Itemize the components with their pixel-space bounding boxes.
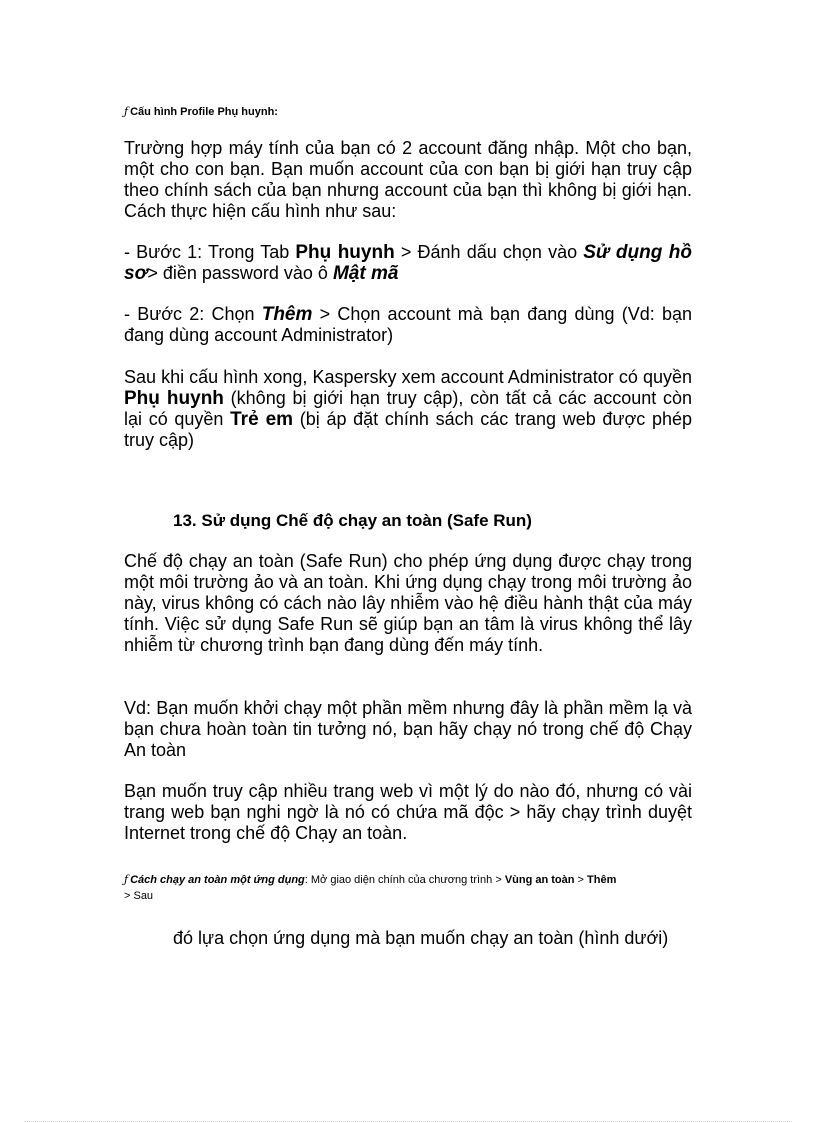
profile-section-title: ƒ Cấu hình Profile Phụ huynh: bbox=[124, 105, 278, 118]
safe-run-paragraph-3: Bạn muốn truy cập nhiều trang web vì một lý do nào đó, nhưng có vài trang web bạn nghi ngờ là nó có chứa mã độc > hãy chạy trình duyệt Internet trong chế độ Chạy an toàn. bbox=[124, 781, 692, 843]
safe-run-howto: ƒ Cách chạy an toàn một ứng dụng: Mở giao diện chính của chương trình > Vùng an toàn > Thêm > Sau bbox=[124, 873, 617, 902]
safe-run-tail-paragraph: đó lựa chọn ứng dụng mà bạn muốn chạy an toàn (hình dưới) bbox=[173, 928, 669, 948]
profile-intro-paragraph: Trường hợp máy tính của bạn có 2 account đăng nhập. Một cho bạn, một cho con bạn. Bạn muốn account của con bạn bị giới hạn truy cập theo chính sách của bạn nhưng account của bạn thì không bị giới hạn. Cách thực hiện cấu hình như sau: bbox=[124, 138, 692, 221]
bullet-symbol: ƒ bbox=[124, 105, 129, 118]
safe-run-paragraph-1: Chế độ chạy an toàn (Safe Run) cho phép ứng dụng được chạy trong một môi trường ảo và an toàn. Khi ứng dụng chạy trong môi trường ảo này, virus không có cách nào lây nhiễm vào hệ điều hành thật của máy tính. Việc sử dụng Safe Run sẽ giúp bạn an tâm là virus không thể lây nhiễm từ chương trình bạn đang dùng đến máy tính. bbox=[124, 551, 692, 655]
page-bottom-border bbox=[24, 1121, 792, 1122]
step-1-paragraph: - Bước 1: Trong Tab Phụ huynh > Đánh dấu chọn vào Sử dụng hồ sơ> điền password vào ô Mật mã bbox=[124, 242, 692, 284]
step-2-paragraph: - Bước 2: Chọn Thêm > Chọn account mà bạn đang dùng (Vd: bạn đang dùng account Administrator) bbox=[124, 304, 692, 345]
result-paragraph: Sau khi cấu hình xong, Kaspersky xem account Administrator có quyền Phụ huynh (không bị giới hạn truy cập), còn tất cả các account còn lại có quyền Trẻ em (bị áp đặt chính sách các trang web được phép truy cập) bbox=[124, 367, 693, 450]
safe-run-heading: 13. Sử dụng Chế độ chạy an toàn (Safe Run) bbox=[173, 511, 532, 530]
safe-run-paragraph-2: Vd: Bạn muốn khởi chạy một phần mềm nhưng đây là phần mềm lạ và bạn chưa hoàn toàn tin tưởng nó, bạn hãy chạy nó trong chế độ Chạy An toàn bbox=[124, 698, 692, 760]
bullet-symbol: ƒ bbox=[124, 873, 129, 886]
